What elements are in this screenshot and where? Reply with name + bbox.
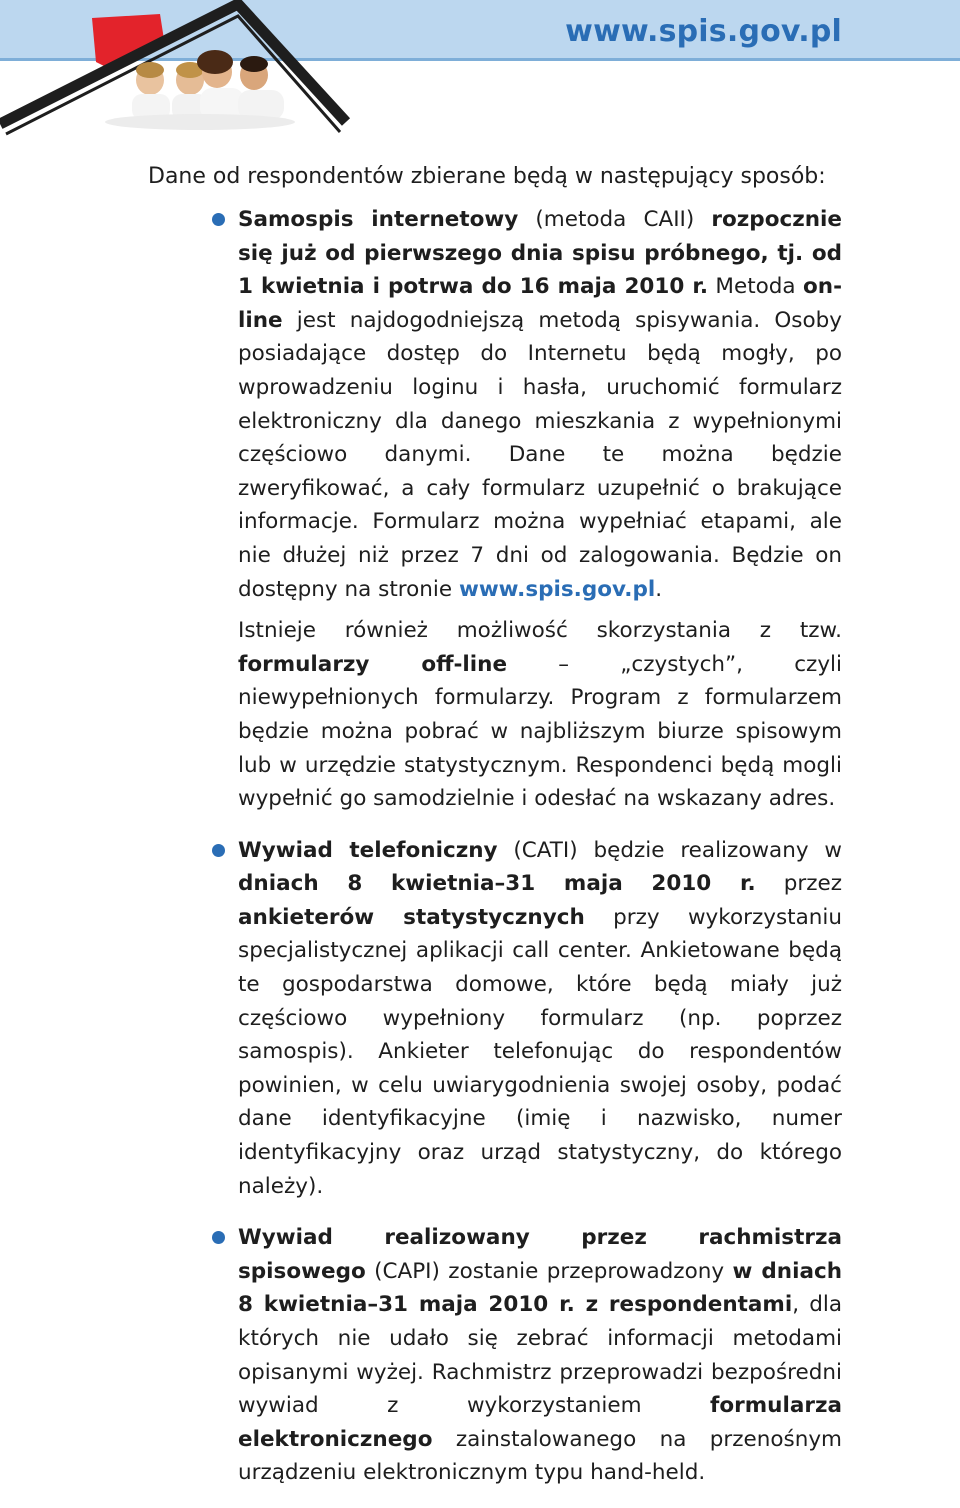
text-run: . [655, 576, 663, 602]
text-run: Metoda [708, 274, 803, 300]
item-paragraph [238, 834, 842, 1204]
text-run: zainstalowanego na przenośnym urządzeniu elektronicznym typu hand-held. [238, 1426, 842, 1486]
text-run: (CATI) będzie realizowany w [497, 837, 842, 863]
bold-text: formularza elektronicznego [238, 1393, 842, 1452]
text-run: przy wykorzystaniu specjalistycznej aplikacji call center. Ankietowane będą te gospodarstwa domowe, które będą miały już częściowo wypełniony formularz (np. poprzez samospis). Ankieter telefonując do respondentów powinien, w celu uwiarygodnienia swojej osoby, podać dane identyfikacyjne (imię i nazwisko, numer identyfikacyjny oraz urząd statystyczny, do którego należy). [238, 904, 842, 1199]
site-link[interactable]: www.spis.gov.pl [458, 576, 656, 602]
text-run: (metoda CAII) [518, 207, 712, 232]
intro-text: Dane od respondentów zbierane będą w następujący sposób: [148, 164, 826, 189]
item-paragraph [238, 614, 842, 816]
house-family-illustration [0, 0, 360, 140]
bold-text: on-line [238, 274, 843, 333]
methods-list [148, 203, 842, 1490]
text-run: przez [755, 871, 842, 897]
bullet-icon [212, 844, 225, 857]
bold-text: dniach 8 kwietnia–31 maja 2010 r. [238, 871, 756, 897]
page-header [0, 0, 960, 140]
bold-text: Wywiad realizowany przez rachmistrza spisowego [238, 1225, 842, 1284]
item-paragraph [238, 1221, 842, 1490]
document-body [148, 160, 842, 1508]
bullet-icon [212, 213, 225, 226]
bold-text: rozpocznie się już od pierwszego dnia spisu próbnego, tj. od 1 kwietnia i potrwa do 16 maja 2010 r. [238, 207, 842, 300]
bold-text: w dniach 8 kwietnia–31 maja 2010 r. z respondentami [238, 1258, 842, 1318]
item-paragraph [238, 203, 842, 606]
site-url[interactable]: www.spis.gov.pl [565, 14, 842, 49]
list-item [148, 203, 842, 816]
bold-text: ankieterów statystycznych [238, 904, 585, 930]
text-run: (CAPI) zostanie przeprowadzony [365, 1258, 733, 1284]
list-item [148, 1221, 842, 1490]
bold-text: formularzy off-line [238, 651, 508, 677]
bold-text: Samospis internetowy [238, 207, 519, 232]
bold-text: Wywiad telefoniczny [238, 837, 498, 863]
text-run: – „czystych”, czyli niewypełnionych formularzy. Program z formularzem będzie można pobrać w najbliższym biurze spisowym lub w urzędzie statystycznym. Respondenci będą mogli wypełnić go samodzielnie i odesłać na wskazany adres. [238, 651, 842, 812]
text-run: jest najdogodniejszą metodą spisywania. Osoby posiadające dostęp do Internetu będą mogły, po wprowadzeniu loginu i hasła, uruchomić formularz elektroniczny dla danego mieszkania z wypełnionymi częściowo danymi. Dane te można będzie zweryfikować, a cały formularz uzupełnić o brakujące informacje. Formularz można wypełniać etapami, ale nie dłużej niż przez 7 dni od zalogowania. Będzie on dostępny na stronie [238, 307, 842, 602]
text-run: Istnieje również możliwość skorzystania z tzw. [238, 618, 842, 644]
list-item [148, 834, 842, 1204]
text-run: , dla których nie udało się zebrać informacji metodami opisanymi wyżej. Rachmistrz przeprowadzi bezpośredni wywiad z wykorzystaniem [238, 1292, 842, 1419]
bullet-icon [212, 1231, 225, 1244]
